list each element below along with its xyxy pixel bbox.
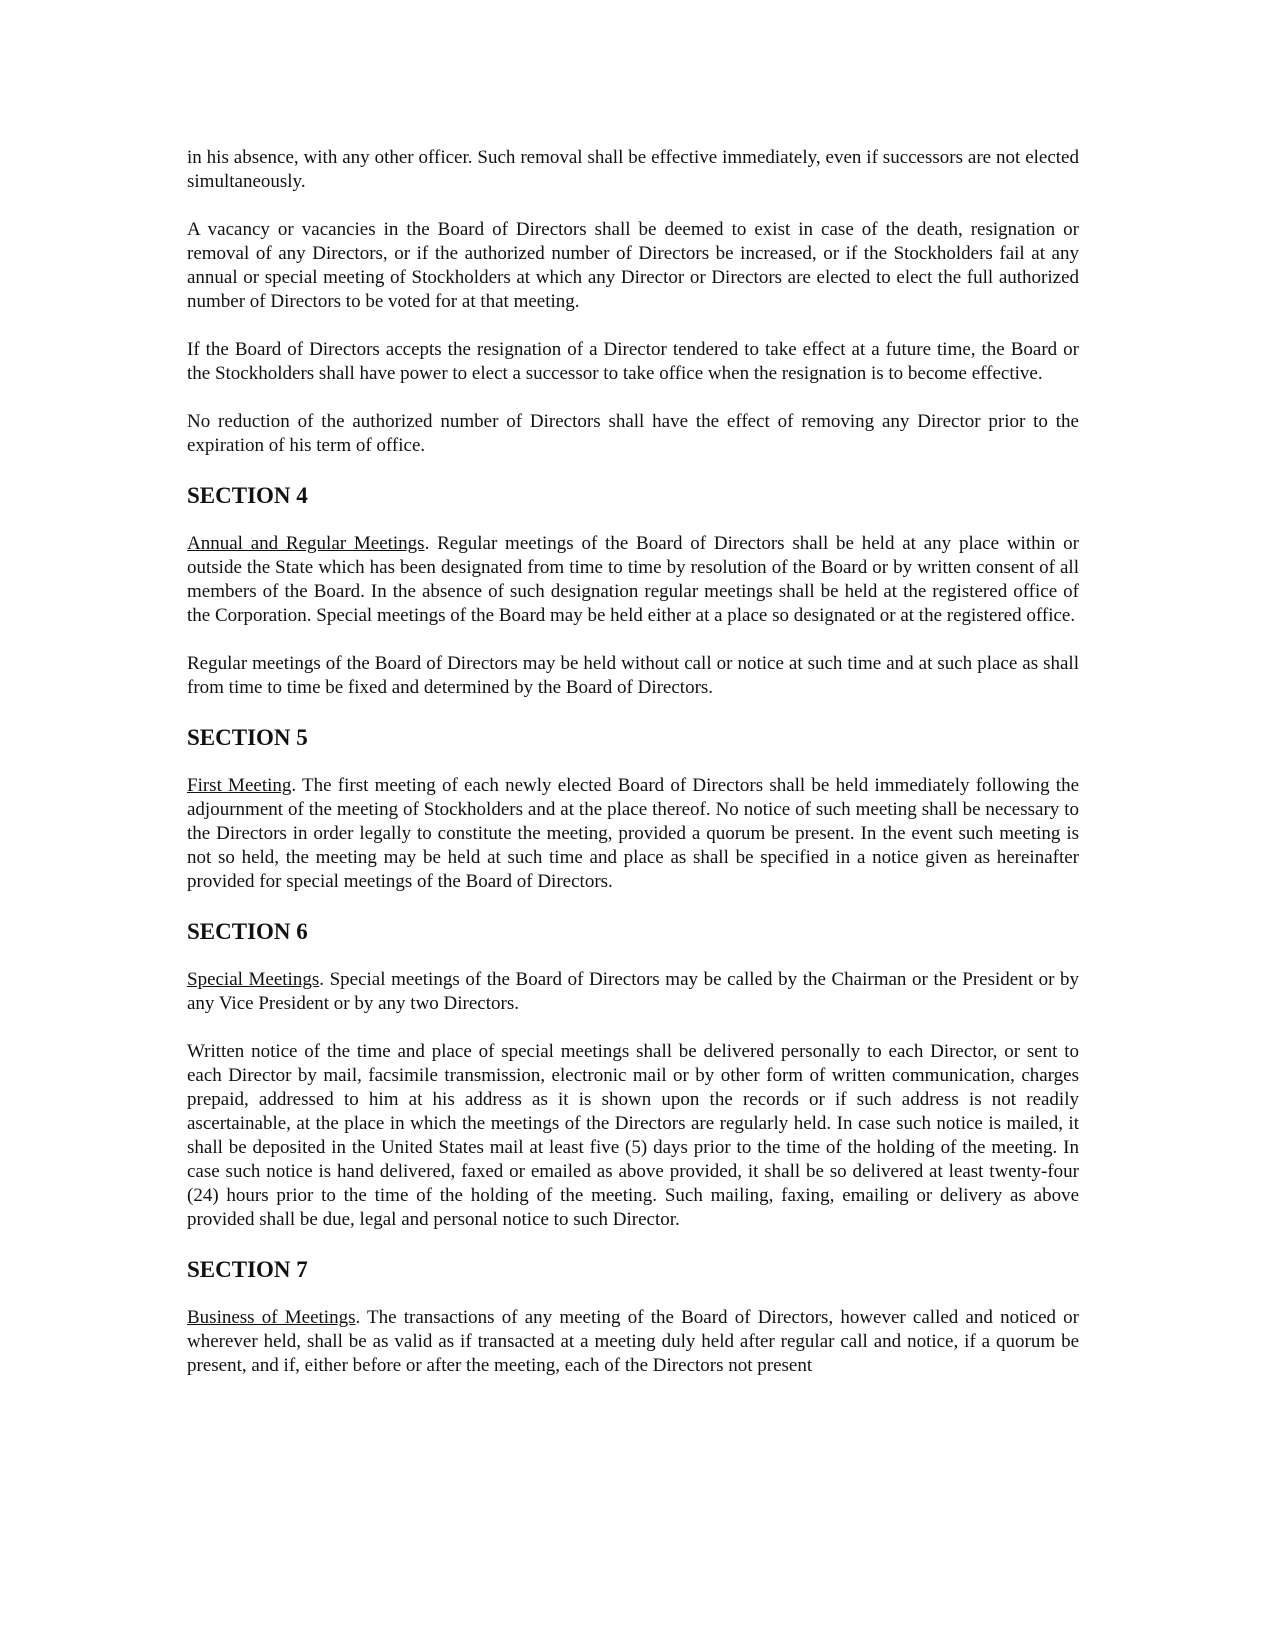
section-7-title: Business of Meetings — [187, 1307, 356, 1328]
section-4-paragraph-1 — [187, 532, 1079, 628]
section-7-heading: SECTION 7 — [187, 1257, 308, 1282]
section-4-heading: SECTION 4 — [187, 483, 308, 508]
section-4-paragraph-2: Regular meetings of the Board of Directors may be held without call or notice at such time and at such place as shall from time to time be fixed and determined by the Board of Directors. — [187, 653, 1079, 698]
section-4-body: . Regular meetings of the Board of Directors shall be held at any place within or outside the State which has been designated from time to time by resolution of the Board or by written consent of all members of the Board. In the absence of such designation regular meetings shall be held at the registered office of the Corporation. Special meetings of the Board may be held either at a place so designated or at the registered office. — [187, 533, 1079, 626]
section-5-title: First Meeting — [187, 775, 292, 796]
section-6-paragraph-1 — [187, 968, 1079, 1016]
paragraph-reduction: No reduction of the authorized number of Directors shall have the effect of removing any Director prior to the expiration of his term of office. — [187, 411, 1079, 456]
section-6-paragraph-2: Written notice of the time and place of special meetings shall be delivered personally to each Director, or sent to each Director by mail, facsimile transmission, electronic mail or by other form of written communication, charges prepaid, addressed to him at his address as it is shown upon the records or if such address is not readily ascertainable, at the place in which the meetings of the Directors are regularly held. In case such notice is mailed, it shall be deposited in the United States mail at least five (5) days prior to the time of the holding of the meeting. In case such notice is hand delivered, faxed or emailed as above provided, it shall be so delivered at least twenty-four (24) hours prior to the time of the holding of the meeting. Such mailing, faxing, emailing or delivery as above provided shall be due, legal and personal notice to such Director. — [187, 1041, 1079, 1230]
paragraph-vacancy: A vacancy or vacancies in the Board of Directors shall be deemed to exist in case of the death, resignation or removal of any Directors, or if the authorized number of Directors be increased, or if the Stockholders fail at any annual or special meeting of Stockholders at which any Director or Directors are elected to elect the full authorized number of Directors to be voted for at that meeting. — [187, 219, 1079, 312]
section-6-heading: SECTION 6 — [187, 919, 308, 944]
paragraph-removal: in his absence, with any other officer. Such removal shall be effective immediately, even if successors are not elected simultaneously. — [187, 147, 1079, 192]
document-page — [187, 146, 1079, 1402]
section-5-heading: SECTION 5 — [187, 725, 308, 750]
section-7-body: . The transactions of any meeting of the Board of Directors, however called and noticed or wherever held, shall be as valid as if transacted at a meeting duly held after regular call and notice, if a quorum be present, and if, either before or after the meeting, each of the Directors not present — [187, 1307, 1080, 1376]
section-7-paragraph-1 — [187, 1306, 1079, 1378]
section-6-title: Special Meetings — [187, 969, 320, 990]
section-4-title: Annual and Regular Meetings — [187, 533, 425, 554]
section-6-body: . Special meetings of the Board of Directors may be called by the Chairman or the President or by any Vice President or by any two Directors. — [187, 969, 1080, 1014]
section-5-paragraph-1 — [187, 774, 1079, 894]
paragraph-resignation: If the Board of Directors accepts the resignation of a Director tendered to take effect at a future time, the Board or the Stockholders shall have power to elect a successor to take office when the resignation is to become effective. — [187, 339, 1079, 384]
section-5-body: . The first meeting of each newly elected Board of Directors shall be held immediately following the adjournment of the meeting of Stockholders and at the place thereof. No notice of such meeting shall be necessary to the Directors in order legally to constitute the meeting, provided a quorum be present. In the event such meeting is not so held, the meeting may be held at such time and place as shall be specified in a notice given as hereinafter provided for special meetings of the Board of Directors. — [187, 775, 1080, 892]
